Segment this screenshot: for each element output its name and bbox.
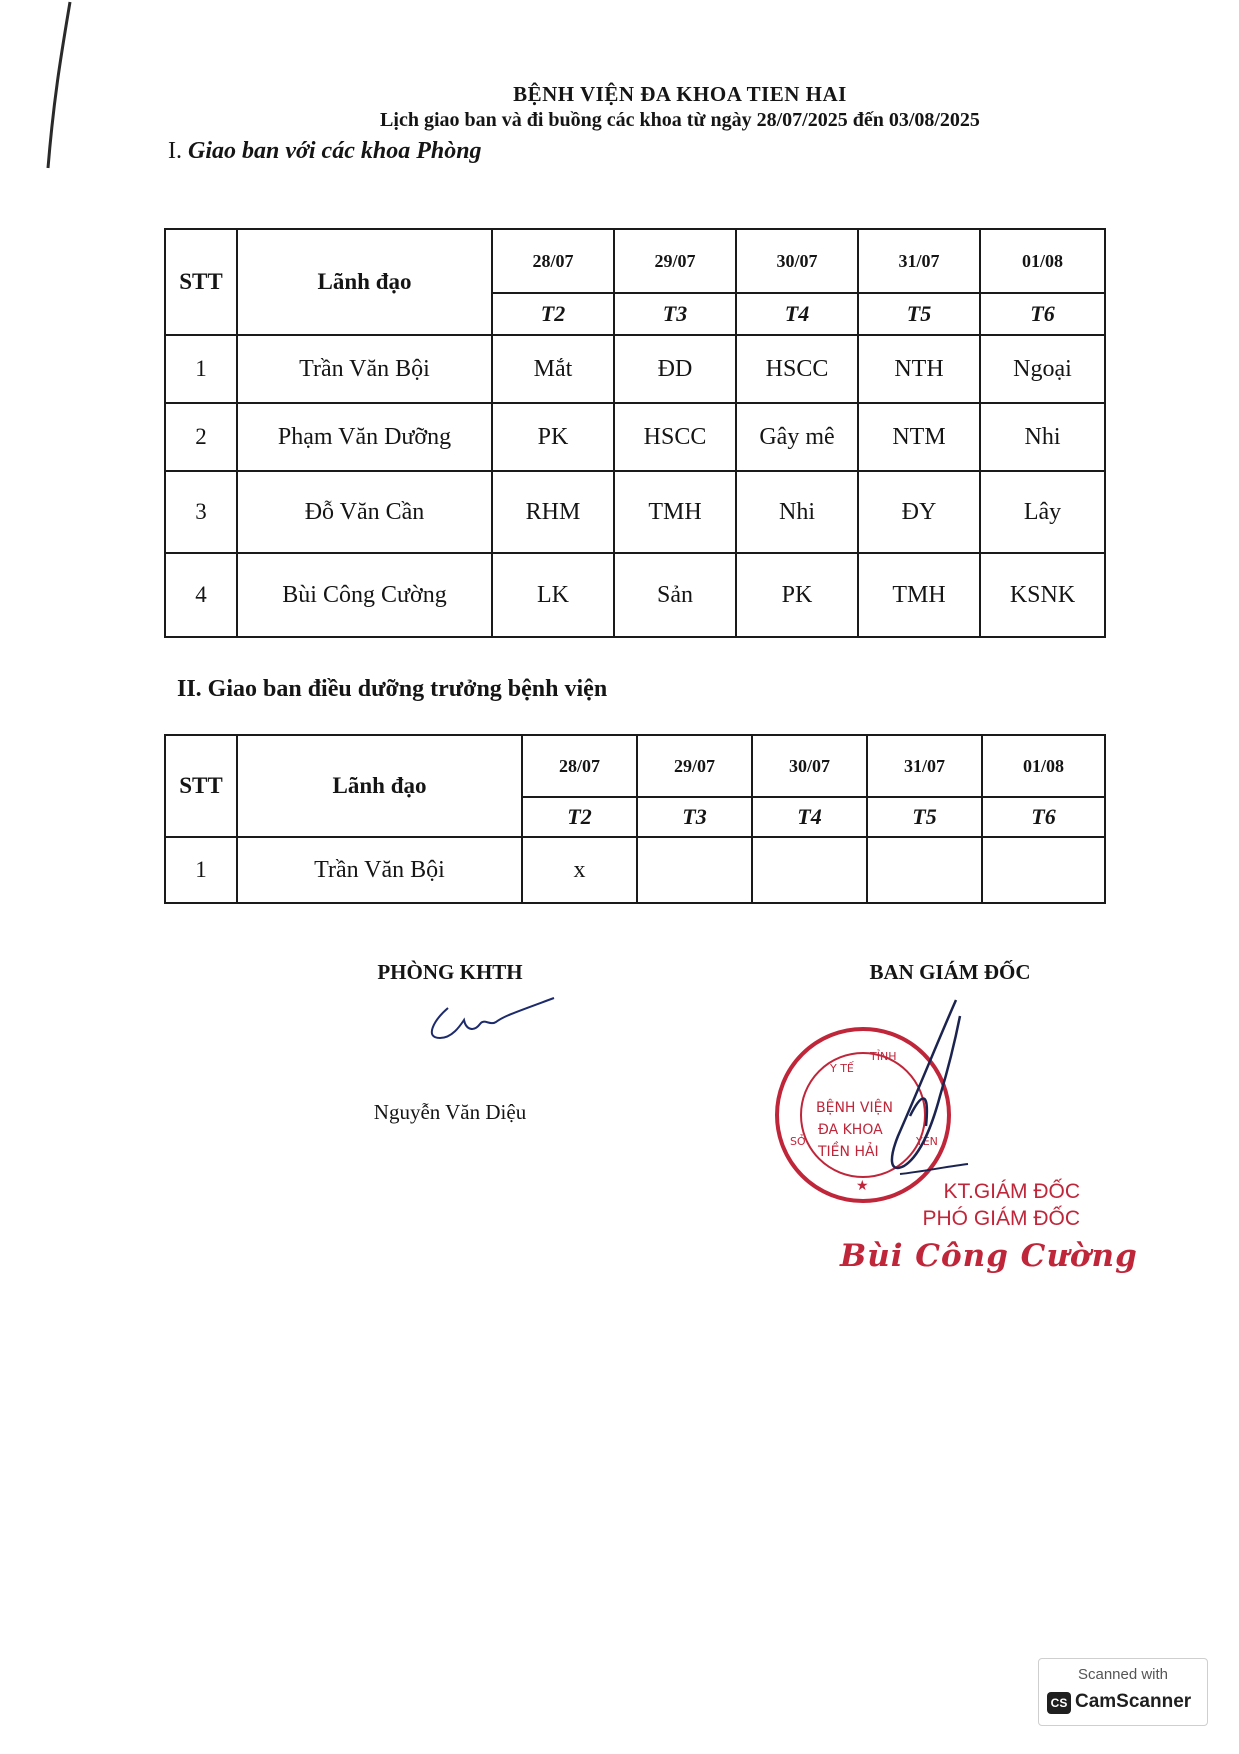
header-date: 01/08 [982,735,1105,797]
left-signer-name: Nguyễn Văn Diệu [373,1100,527,1124]
row-department: ĐY [858,471,980,553]
camscanner-logo-icon: CS [1047,1692,1071,1714]
department-briefing-table [164,228,1106,638]
row-department: Ngoại [980,335,1105,403]
header-stt: STT [165,735,237,837]
header-weekday: T5 [867,797,982,837]
left-signature-dept: PHÒNG KHTH [377,960,523,984]
scanner-badge-brand: CamScanner [1075,1691,1192,1712]
header-weekday: T2 [492,293,614,335]
hospital-name: BỆNH VIỆN ĐA KHOA TIEN HAI [513,82,847,106]
section-1-title [168,138,482,165]
header-date: 30/07 [736,229,858,293]
header-weekday: T2 [522,797,637,837]
row-stt: 4 [165,553,237,637]
row-leader-name: Trần Văn Bội [237,335,492,403]
table-row [165,553,1105,637]
header-date: 01/08 [980,229,1105,293]
svg-text:TIỀN HẢI: TIỀN HẢI [818,1144,879,1160]
header-weekday: T6 [980,293,1105,335]
header-date: 29/07 [614,229,736,293]
director-name-stamp: Bùi Công Cường [840,1238,1138,1274]
director-pen-signature [880,996,970,1196]
header-weekday: T5 [858,293,980,335]
left-signature-scribble [420,990,560,1050]
table-row [165,471,1105,553]
header-leader: Lãnh đạo [237,229,492,335]
left-signature-block [350,960,550,1124]
header-weekday: T4 [752,797,867,837]
row-department: RHM [492,471,614,553]
header-date: 29/07 [637,735,752,797]
table-header-row [165,735,1105,797]
row-mark: x [522,837,637,903]
schedule-title: Lịch giao ban và đi buồng các khoa từ ngày 28/07/2025 đến 03/08/2025 [380,109,980,131]
svg-text:BỆNH VIỆN: BỆNH VIỆN [816,1100,893,1116]
row-department: Mắt [492,335,614,403]
row-department: Nhi [736,471,858,553]
header-date: 30/07 [752,735,867,797]
row-department: Gây mê [736,403,858,471]
row-mark [637,837,752,903]
nursing-briefing-table [164,734,1106,904]
svg-text:ĐA KHOA: ĐA KHOA [818,1122,883,1138]
svg-text:TỈNH: TỈNH [870,1050,897,1063]
row-stt: 1 [165,335,237,403]
header-date: 31/07 [858,229,980,293]
row-leader-name: Đỗ Văn Cần [237,471,492,553]
row-leader-name: Bùi Công Cường [237,553,492,637]
row-department: Nhi [980,403,1105,471]
svg-text:Y TẾ: Y TẾ [830,1062,854,1075]
table-row [165,837,1105,903]
row-department: PK [492,403,614,471]
table-row [165,335,1105,403]
row-mark [752,837,867,903]
row-stt: 2 [165,403,237,471]
section-1-numeral: I. [168,138,182,164]
header-date: 28/07 [522,735,637,797]
row-stt: 1 [165,837,237,903]
header-date: 28/07 [492,229,614,293]
row-department: NTM [858,403,980,471]
svg-text:YÊN: YÊN [916,1135,938,1148]
row-department: ĐD [614,335,736,403]
row-leader-name: Trần Văn Bội [237,837,522,903]
director-title-stamp [880,1178,1080,1232]
row-department: KSNK [980,553,1105,637]
row-mark [867,837,982,903]
row-department: NTH [858,335,980,403]
header-weekday: T6 [982,797,1105,837]
row-department: Sản [614,553,736,637]
right-signature-dept: BAN GIÁM ĐỐC [869,960,1031,984]
row-department: PK [736,553,858,637]
row-department: HSCC [736,335,858,403]
camscanner-badge [1038,1658,1208,1726]
scan-edge-mark [40,0,80,170]
header-leader: Lãnh đạo [237,735,522,837]
header-weekday: T3 [637,797,752,837]
director-title-line-2: PHÓ GIÁM ĐỐC [922,1207,1080,1230]
header-stt: STT [165,229,237,335]
table-header-row [165,229,1105,293]
scanner-badge-caption: Scanned with [1077,1666,1169,1683]
row-department: LK [492,553,614,637]
section-1-title-text: Giao ban với các khoa Phòng [188,138,482,164]
header-weekday: T3 [614,293,736,335]
row-stt: 3 [165,471,237,553]
svg-text:SỞ: SỞ [790,1135,808,1148]
section-2-title: II. Giao ban điều dưỡng trưởng bệnh viện [177,676,608,702]
row-mark [982,837,1105,903]
svg-text:★: ★ [856,1178,869,1194]
right-signature-block [830,960,1070,985]
document-header [300,82,1060,132]
header-date: 31/07 [867,735,982,797]
header-weekday: T4 [736,293,858,335]
row-department: HSCC [614,403,736,471]
row-department: Lây [980,471,1105,553]
row-department: TMH [614,471,736,553]
director-title-line-1: KT.GIÁM ĐỐC [943,1180,1080,1203]
row-department: TMH [858,553,980,637]
table-row [165,403,1105,471]
row-leader-name: Phạm Văn Dưỡng [237,403,492,471]
